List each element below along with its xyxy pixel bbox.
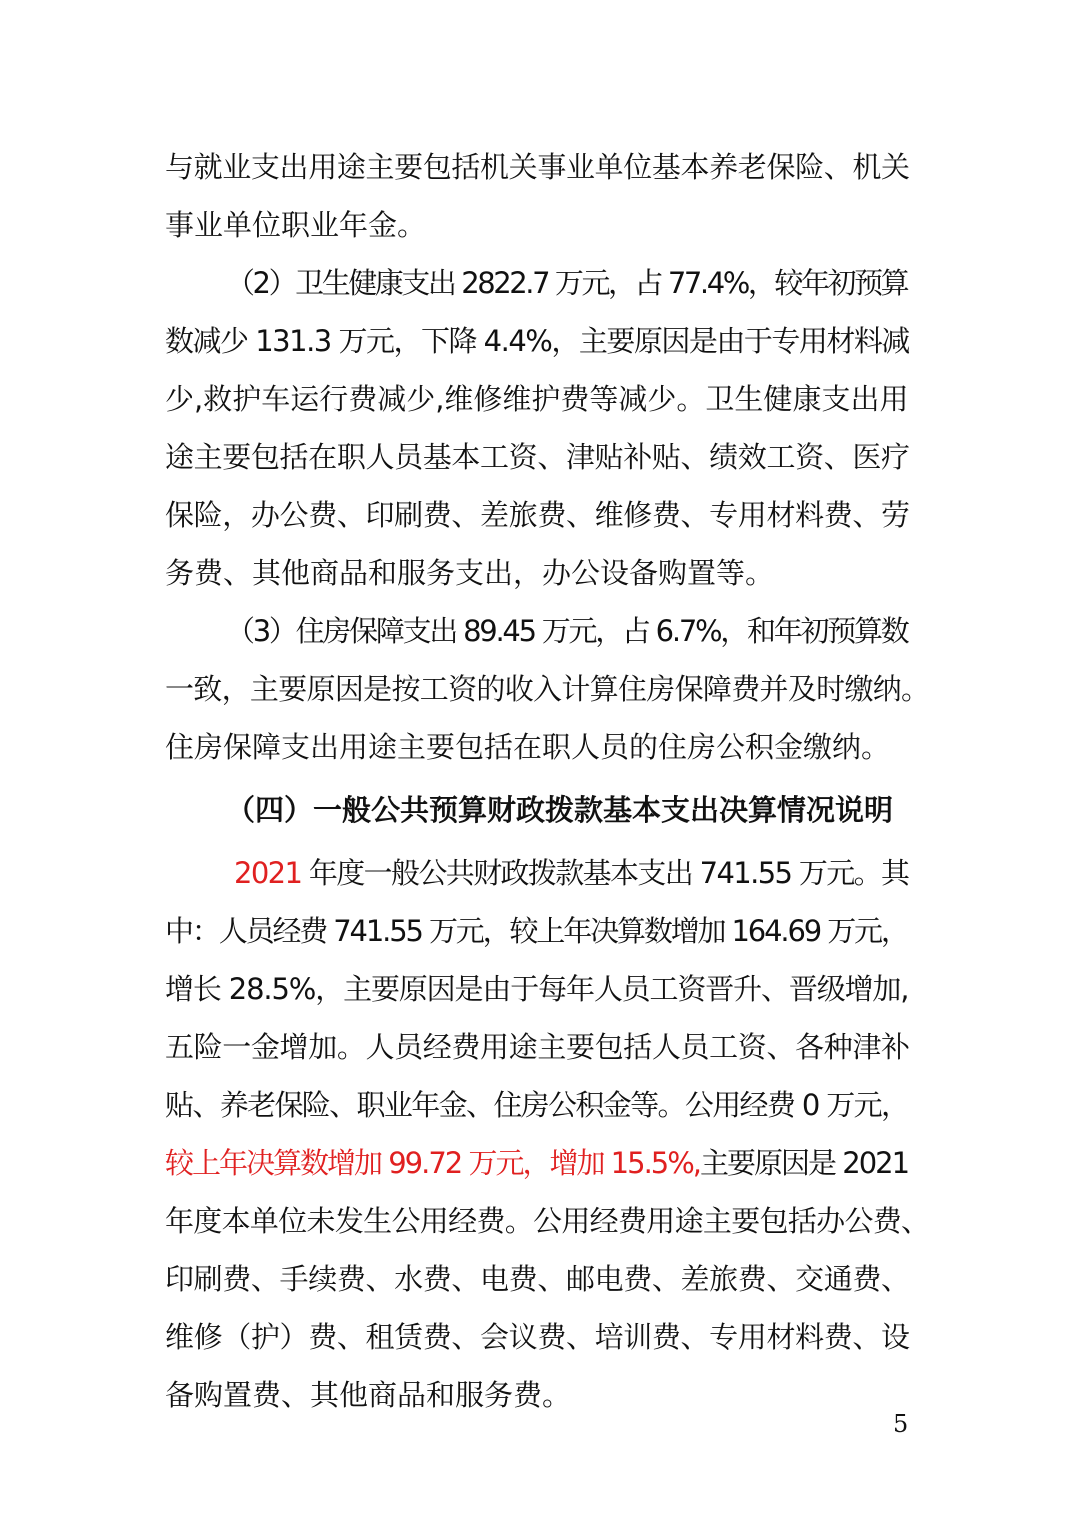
paragraph-line: [165, 553, 774, 593]
line-text: 数减少 131.3 万元，下降 4.4%，主要原因是由于专用材料减: [165, 324, 909, 358]
highlighted-text: 较上年决算数增加 99.72 万元，增加 15.5%,: [165, 1146, 701, 1180]
line-text: 保险，办公费、印刷费、差旅费、维修费、专用材料费、劳: [165, 498, 910, 532]
paragraph-line: [165, 1259, 910, 1299]
paragraph-line: [226, 263, 907, 303]
line-text: 维修（护）费、租赁费、会议费、培训费、专用材料费、设: [165, 1320, 910, 1354]
highlighted-text: 2021: [234, 856, 302, 890]
line-text: 务费、其他商品和服务支出，办公设备购置等。: [165, 556, 775, 590]
paragraph-line: [165, 495, 910, 535]
paragraph-line: [165, 911, 908, 951]
line-text: 贴、养老保险、职业年金、住房公积金等。公用经费 0 万元，: [165, 1088, 909, 1122]
line-text: 增长 28.5%，主要原因是由于每年人员工资晋升、晋级增加,: [165, 972, 909, 1006]
paragraph-line: [165, 1085, 908, 1125]
line-text: （四）一般公共预算财政拨款基本支出决算情况说明: [226, 793, 894, 827]
paragraph-line: [165, 669, 929, 709]
line-text: 与就业支出用途主要包括机关事业单位基本养老保险、机关: [165, 150, 910, 184]
paragraph-line: [234, 853, 908, 893]
line-text: 主要原因是 2021: [700, 1146, 909, 1180]
paragraph-line: [165, 1027, 910, 1067]
line-text: 年度本单位未发生公用经费。公用经费用途主要包括办公费、: [165, 1204, 930, 1238]
paragraph-line: [165, 1375, 571, 1415]
paragraph-line: [165, 969, 908, 1009]
line-text: 事业单位职业年金。: [165, 208, 427, 242]
line-text: 备购置费、其他商品和服务费。: [165, 1378, 572, 1412]
line-text: 途主要包括在职人员基本工资、津贴补贴、绩效工资、医疗: [165, 440, 910, 474]
paragraph-line: [165, 437, 910, 477]
paragraph-line: [165, 1317, 910, 1357]
paragraph-line: [165, 1201, 929, 1241]
line-text: 印刷费、手续费、水费、电费、邮电费、差旅费、交通费、: [165, 1262, 910, 1296]
paragraph-line: [165, 147, 910, 187]
paragraph-line: [165, 727, 890, 767]
line-text: （2）卫生健康支出 2822.7 万元，占 77.4%，较年初预算: [226, 266, 908, 300]
line-text: 住房保障支出用途主要包括在职人员的住房公积金缴纳。: [165, 730, 891, 764]
paragraph-line: [165, 379, 908, 419]
line-text: 年度一般公共财政拨款基本支出 741.55 万元。其: [301, 856, 909, 890]
line-text: 少,救护车运行费减少,维修维护费等减少。卫生健康支出用: [165, 382, 909, 416]
paragraph-line: [226, 611, 907, 651]
line-text: 五险一金增加。人员经费用途主要包括人员工资、各种津补: [165, 1030, 910, 1064]
paragraph-line: [165, 321, 909, 361]
line-text: 一致，主要原因是按工资的收入计算住房保障费并及时缴纳。: [165, 672, 930, 706]
line-text: （3）住房保障支出 89.45 万元，占 6.7%，和年初预算数: [226, 614, 908, 648]
paragraph-line: [165, 1143, 908, 1183]
section-heading: [226, 790, 893, 830]
paragraph-line: [165, 205, 426, 245]
page-number: 5: [893, 1410, 909, 1438]
line-text: 中：人员经费 741.55 万元，较上年决算数增加 164.69 万元，: [165, 914, 908, 948]
